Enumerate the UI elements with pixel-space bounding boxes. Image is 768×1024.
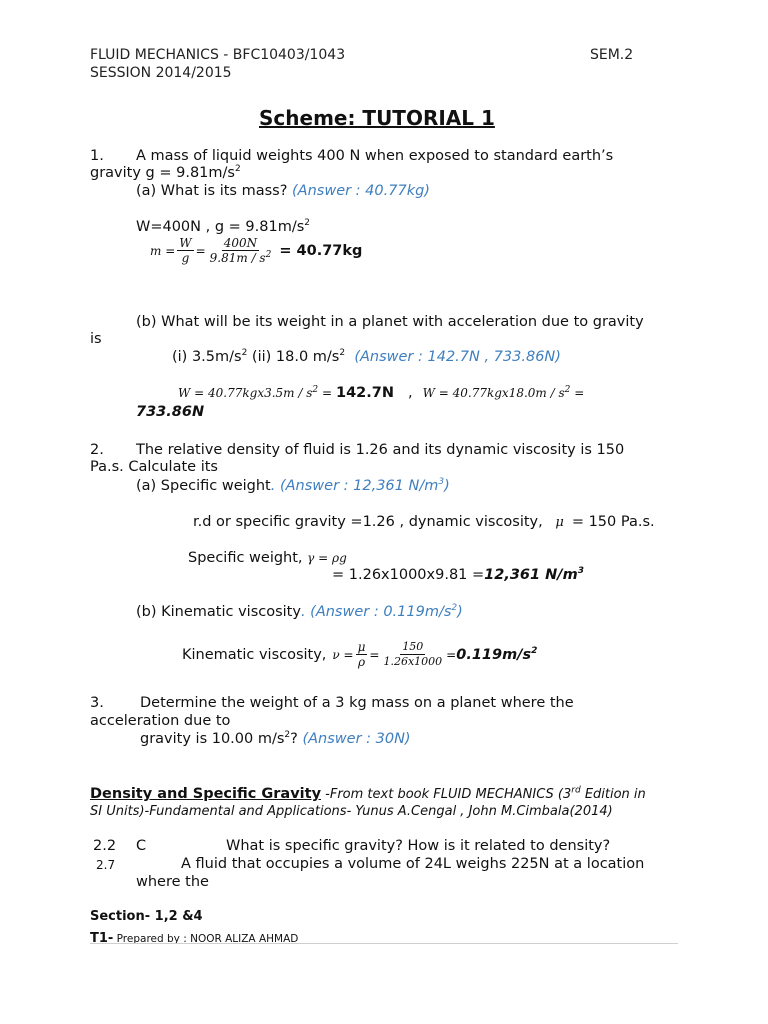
q1-mass-result: = 40.77kg (279, 242, 363, 259)
problem-2-2-letter: C (136, 838, 147, 854)
q2-line1: The relative density of fluid is 1.26 and its dynamic viscosity is 150 (136, 442, 625, 458)
q2-specific-weight-calc: = 1.26x1000x9.81 =12,361 $N/m^3$ (332, 566, 584, 583)
q1-number: 1. (90, 148, 104, 164)
problem-2-7-number: 2.7 (96, 858, 116, 872)
density-heading: Density and Specific Gravity (90, 786, 322, 802)
semester: SEM.2 (590, 47, 634, 63)
density-source-line2: SI Units)-Fundamental and Applications- Yunus A.Cengal , John M.Cimbala(2014) (90, 804, 613, 819)
q1-line1: A mass of liquid weights 400 N when exposed to standard earth’s (136, 148, 614, 164)
q3-number: 3. (90, 695, 104, 711)
q3-line2: acceleration due to (90, 713, 231, 729)
q3-answer: (Answer : 30N) (302, 731, 411, 747)
q1-b-answer: (Answer : 142.7N , 733.86N) (354, 349, 561, 365)
q2-given: r.d or specific gravity =1.26 , dynamic viscosity, μ = 150 Pa.s. (193, 514, 655, 530)
q1-part-b: (b) What will be its weight in a planet with acceleration due to gravity (136, 314, 644, 330)
footer-divider (90, 943, 678, 944)
q1-mass-equation: m = $\frac{W}{g}$ = $\frac{400N}{9.81m / s^2}$ = 40.77kg (150, 236, 363, 265)
q3-line3: gravity is 10.00 $m/s^2$? (Answer : 30N) (140, 730, 411, 747)
q1-a-answer: (Answer : 40.77kg) (292, 183, 430, 199)
density-heading-line: Density and Specific Gravity -From text book FLUID MECHANICS (3rd Edition in (90, 785, 646, 802)
problem-2-7-text-cont: where the (136, 874, 209, 890)
q2-kinematic-result: $0.119m/s^2$ (456, 645, 538, 663)
q2-a-answer: . (Answer : 12,361 $N/m^3$) (270, 477, 450, 494)
footer-prepared: T1- Prepared by : NOOR ALIZA AHMAD (90, 931, 299, 946)
problem-2-7-text: A fluid that occupies a volume of 24L weighs 225N at a location (181, 856, 645, 872)
footer-section: Section- 1,2 &4 (90, 909, 203, 924)
q3-line1: Determine the weight of a 3 kg mass on a planet where the (140, 695, 574, 711)
problem-2-2-text: What is specific gravity? How is it related to density? (226, 838, 611, 854)
q2-specific-weight: Specific weight, γ = ρg (188, 550, 347, 566)
problem-2-2-number: 2.2 (93, 838, 117, 854)
q2-number: 2. (90, 442, 104, 458)
q1-weight-result-1: 142.7N (336, 385, 394, 401)
q1-part-b-values: (i) $3.5m/s^2$ (ii) 18.0 $m/s^2$ (Answer : 142.7N , 733.86N) (172, 348, 561, 365)
q1-weight-result-2: 733.86N (136, 404, 205, 420)
page-title: Scheme: TUTORIAL 1 (259, 106, 495, 130)
q1-weight-equation: $W = 40.77kgx3.5m / s^2$ = 142.7N , $W = 40.77kgx18.0m / s^2$ = (178, 385, 585, 401)
q2-specific-weight-result: 12,361 $N/m^3$ (484, 566, 584, 583)
q1-part-b-cont: is (90, 331, 102, 347)
q1-given: W=400N , $g = 9.81m/s^2$ (136, 218, 310, 235)
session: SESSION 2014/2015 (90, 65, 232, 81)
q2-part-a: (a) Specific weight. (Answer : 12,361 $N/m^3$) (136, 477, 450, 494)
course-code: FLUID MECHANICS - BFC10403/1043 (90, 47, 346, 63)
q1-line2: gravity $g = 9.81m/s^2$ (90, 164, 241, 181)
q2-b-answer: . (Answer : $0.119m/s^2$) (300, 603, 463, 620)
q2-line2: Pa.s. Calculate its (90, 459, 218, 475)
q2-kinematic-equation: Kinematic viscosity, ν = $\frac{\mu}{\rho}$ = $\frac{150}{1.26x1000}$ = $0.119m/s^2$ (182, 640, 538, 669)
q1-part-a: (a) What is its mass? (Answer : 40.77kg) (136, 183, 430, 199)
q2-part-b: (b) Kinematic viscosity. (Answer : $0.119m/s^2$) (136, 603, 463, 620)
